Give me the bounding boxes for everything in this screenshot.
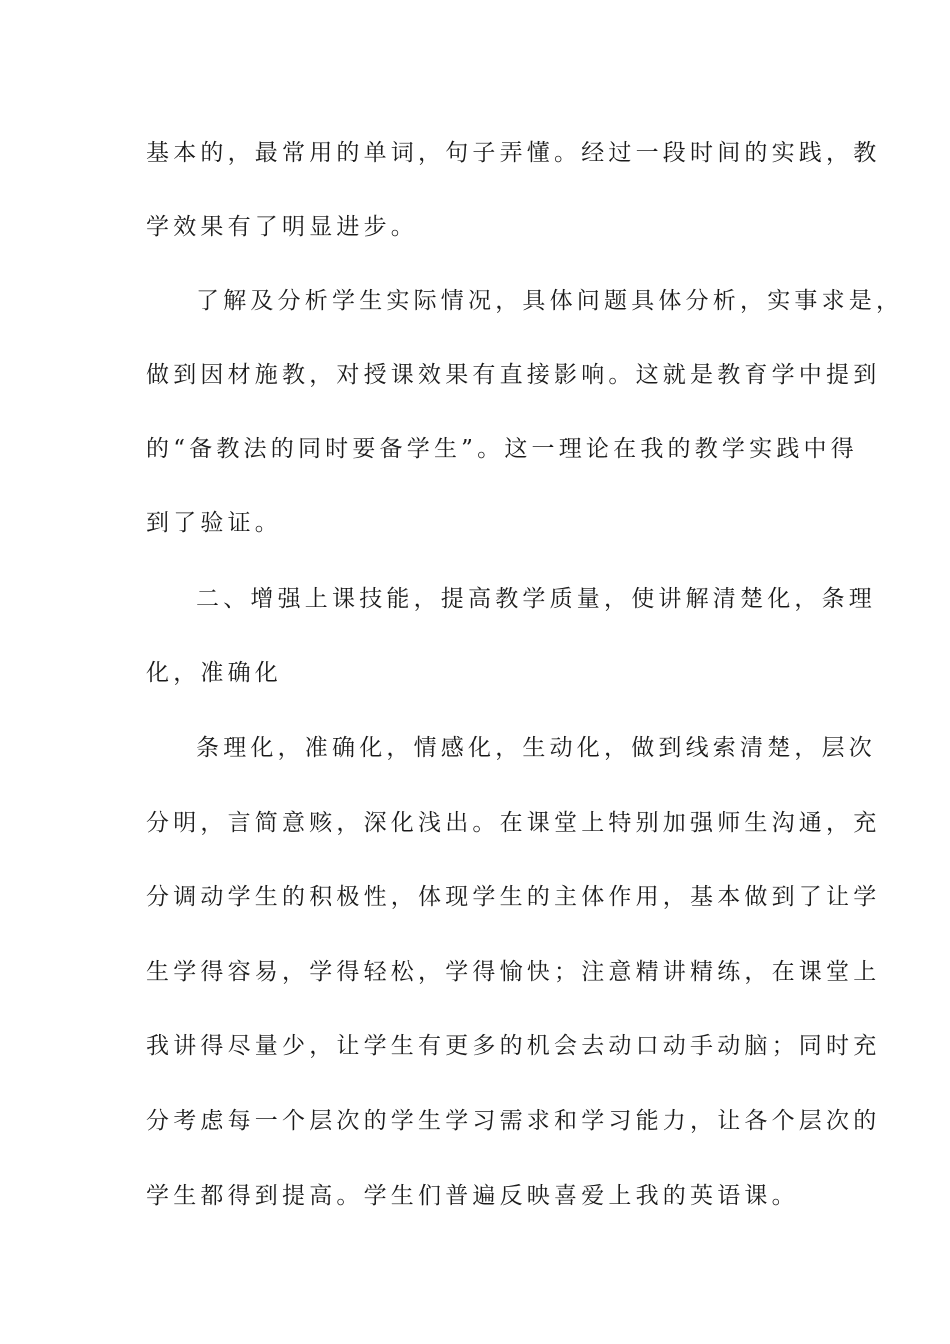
section-heading-line: 化，准确化 <box>146 660 282 686</box>
text-line: 生学得容易，学得轻松，学得愉快；注意精讲精练，在课堂上 <box>146 959 881 985</box>
paragraph-first-line: 了解及分析学生实际情况，具体问题具体分析，实事求是， <box>196 288 904 314</box>
text-line: 分调动学生的积极性，体现学生的主体作用，基本做到了让学 <box>146 884 881 910</box>
text-line: 分明，言简意赅，深化浅出。在课堂上特别加强师生沟通，充 <box>146 810 881 836</box>
text-line: 到了验证。 <box>146 510 282 536</box>
section-heading-line: 二、增强上课技能，提高教学质量，使讲解清楚化，条理 <box>196 586 876 612</box>
text-line: 我讲得尽量少，让学生有更多的机会去动口动手动脑；同时充 <box>146 1033 881 1059</box>
paragraph-first-line: 条理化，准确化，情感化，生动化，做到线索清楚，层次 <box>196 735 876 761</box>
text-line: 做到因材施教，对授课效果有直接影响。这就是教育学中提到 <box>146 362 881 388</box>
text-line: 学生都得到提高。学生们普遍反映喜爱上我的英语课。 <box>146 1183 799 1209</box>
text-line: 学效果有了明显进步。 <box>146 214 418 240</box>
text-line: 分考虑每一个层次的学生学习需求和学习能力，让各个层次的 <box>146 1108 881 1134</box>
text-line: 基本的，最常用的单词，句子弄懂。经过一段时间的实践，教 <box>146 140 881 166</box>
text-line: 的“备教法的同时要备学生”。这一理论在我的教学实践中得 <box>146 436 858 462</box>
